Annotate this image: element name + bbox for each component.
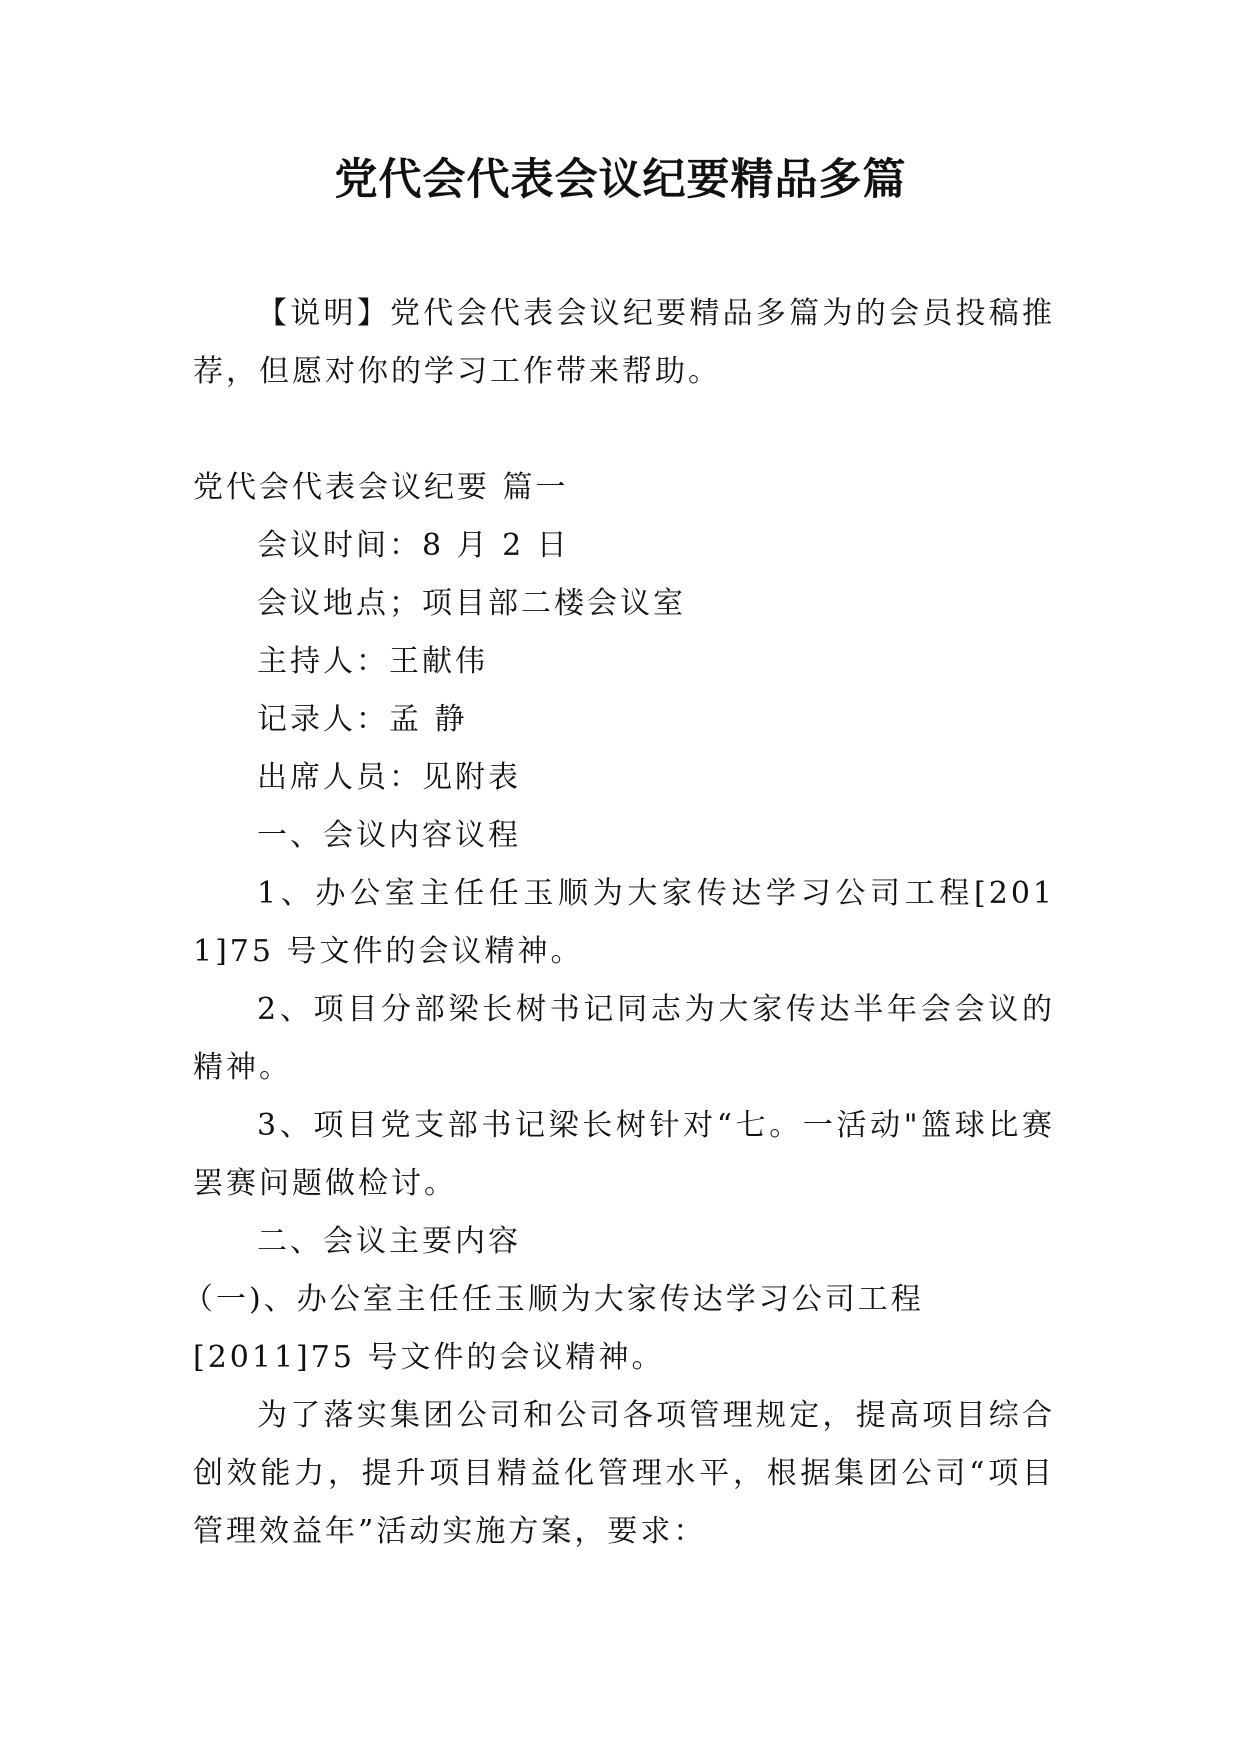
meeting-attendees: 出席人员：见附表	[257, 760, 521, 795]
agenda-item-3: 3、项目党支部书记梁长树针对“七。一活动"篮球比赛罢赛问题做检讨。	[193, 1108, 1055, 1201]
document-title: 党代会代表会议纪要精品多篇	[334, 155, 907, 205]
agenda-item-1: 1、办公室主任任玉顺为大家传达学习公司工程[2011]75 号文件的会议精神。	[193, 876, 1055, 969]
agenda-item-2: 2、项目分部梁长树书记同志为大家传达半年会会议的精神。	[193, 992, 1055, 1085]
sub-heading-line-2: [2011]75 号文件的会议精神。	[193, 1340, 665, 1375]
main-content-heading: 二、会议主要内容	[257, 1224, 521, 1259]
body-paragraph: 为了落实集团公司和公司各项管理规定，提高项目综合创效能力，提升项目精益化管理水平，根据集团公司“项目管理效益年”活动实施方案，要求：	[193, 1398, 1055, 1549]
meeting-recorder: 记录人：孟 静	[257, 702, 468, 737]
spacer	[193, 401, 1055, 459]
intro-paragraph: 【说明】党代会代表会议纪要精品多篇为的会员投稿推荐，但愿对你的学习工作带来帮助。	[193, 296, 1055, 389]
document-body	[183, 285, 1055, 1561]
meeting-place: 会议地点；项目部二楼会议室	[257, 586, 686, 621]
meeting-time: 会议时间：8 月 2 日	[257, 528, 570, 563]
section-heading: 党代会代表会议纪要 篇一	[193, 470, 569, 505]
agenda-heading: 一、会议内容议程	[257, 818, 521, 853]
meeting-host: 主持人：王献伟	[257, 644, 488, 679]
sub-heading-line-1: （一)、办公室主任任玉顺为大家传达学习公司工程	[183, 1282, 924, 1317]
